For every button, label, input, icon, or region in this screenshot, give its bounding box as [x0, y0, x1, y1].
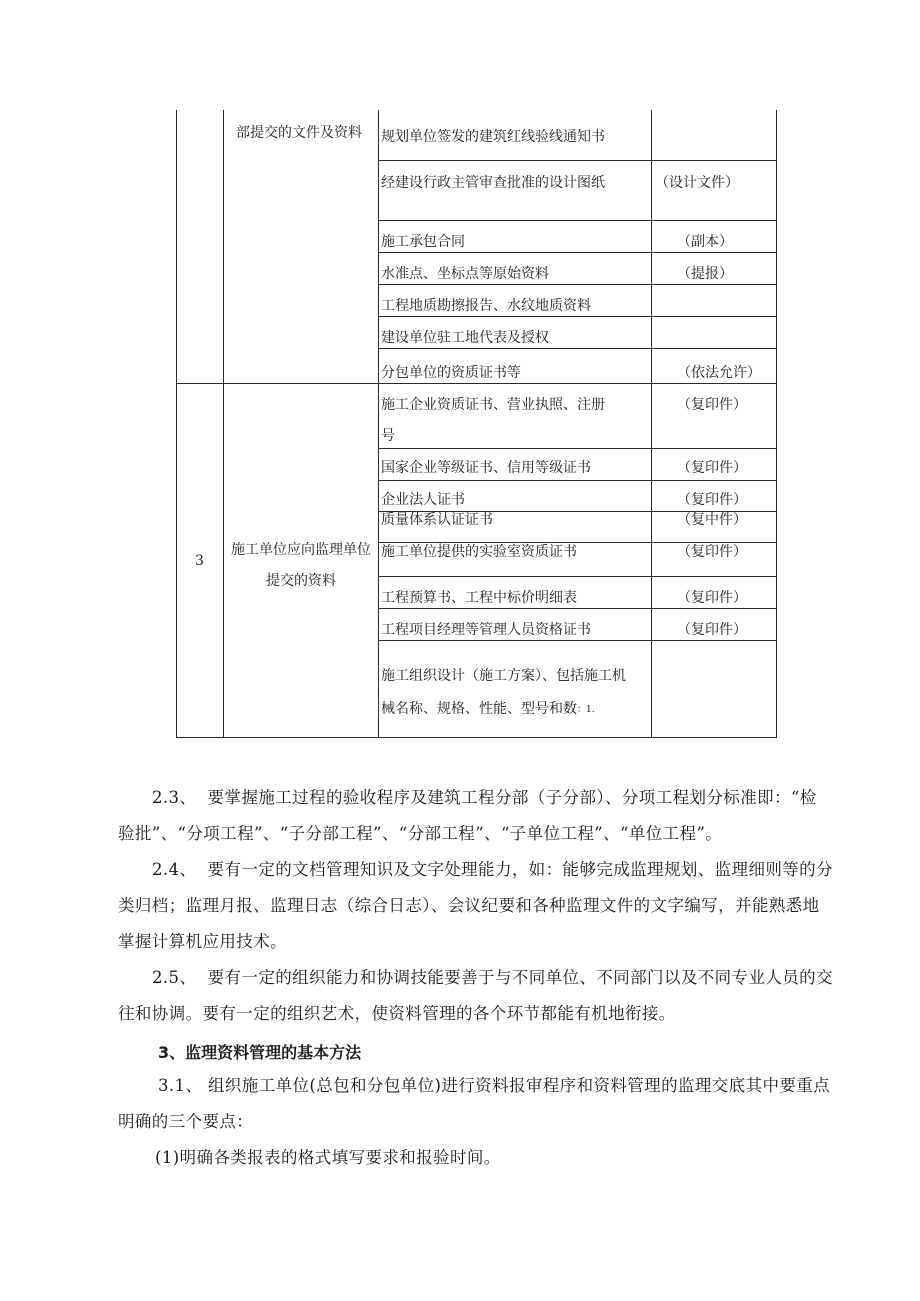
table-divider-item — [651, 110, 652, 738]
row-line — [378, 284, 777, 285]
table-row-note: （复印件） — [677, 622, 747, 638]
table-row-note: （复印件） — [677, 460, 747, 476]
table-row-note: （复中件） — [677, 512, 747, 528]
section-number: 2.5、 — [152, 968, 197, 987]
table-row-item: 国家企业等级证书、信用等级证书 — [381, 460, 591, 476]
table-row-item: 施工承包合同 — [381, 234, 465, 250]
list-item-1: (1)明确各类报表的格式填写要求和报验时间。 — [155, 1148, 501, 1167]
table-row-note: （依法允许） — [677, 365, 761, 381]
table-row-item: 经建设行政主管审查批准的设计图纸 — [381, 175, 605, 191]
paragraph-2-4-line3: 掌握计算机应用技术。 — [118, 932, 287, 951]
table-row-item: 建设单位驻工地代表及授权 — [381, 330, 549, 346]
row-line — [378, 252, 777, 253]
item-text: 械名称、规格、性能、型号和数 — [381, 701, 577, 717]
table-row-item: 分包单位的资质证书等 — [381, 365, 521, 381]
paragraph-2-5-line1 — [152, 963, 833, 993]
table-row-item: 工程地质勘擦报告、水纹地质资料 — [381, 298, 591, 314]
table-row-item: 水准点、坐标点等原始资料 — [381, 266, 549, 282]
row-line — [378, 348, 777, 349]
table-border-left — [176, 110, 177, 738]
paragraph-2-3-line1 — [152, 783, 817, 813]
paragraph-text: 要有一定的组织能力和协调技能要善于与不同单位、不同部门以及不同专业人员的交 — [207, 968, 833, 987]
table-row-note: （提报） — [677, 266, 733, 282]
table-row-item-cont: 号 — [381, 428, 395, 444]
section-number: 2.4、 — [152, 860, 197, 879]
section-number: 3.1、 — [158, 1076, 203, 1095]
table-divider-category — [378, 110, 379, 738]
table-row-item: 规划单位签发的建筑红线验线通知书 — [381, 129, 605, 145]
table-divider-number — [223, 110, 224, 738]
row-line — [378, 160, 777, 161]
row-line — [378, 220, 777, 221]
table-row-item: 质量体系认证证书 — [381, 512, 493, 528]
table-row-item: 企业法人证书 — [381, 492, 465, 508]
table-row-item: 工程项目经理等管理人员资格证书 — [381, 622, 591, 638]
row-line — [378, 316, 777, 317]
table-border-bottom — [176, 737, 777, 738]
paragraph-text: 要掌握施工过程的验收程序及建筑工程分部（子分部）、分项工程划分标准即：“检 — [207, 788, 817, 807]
table-row-item: 施工企业资质证书、营业执照、注册 — [381, 397, 605, 413]
paragraph-2-4-line1 — [152, 855, 833, 885]
row-line — [378, 608, 777, 609]
row-number: 3 — [195, 553, 204, 569]
table-row-item-cont — [381, 700, 595, 719]
paragraph-2-4-line2: 类归档；监理月报、监理日志（综合日志）、会议纪要和各种监理文件的文字编写，并能熟悉地 — [118, 896, 820, 915]
category-label-line1: 施工单位应向监理单位 — [231, 542, 371, 558]
table-row-item: 工程预算书、工程中标价明细表 — [381, 590, 577, 606]
table-row-note: （复印件） — [677, 590, 747, 606]
table-border-right — [776, 110, 777, 738]
paragraph-2-5-line2: 往和协调。要有一定的组织艺术，使资料管理的各个环节都能有机地衔接。 — [118, 1004, 676, 1023]
row-line — [378, 640, 777, 641]
category-label-line2: 提交的资料 — [266, 573, 336, 589]
paragraph-text: 组织施工单位(总包和分包单位)进行资料报审程序和资料管理的监理交底其中要重点 — [208, 1076, 831, 1095]
section-heading-3: 3、监理资料管理的基本方法 — [158, 1043, 362, 1062]
paragraph-2-3-line2: 验批”、“分项工程”、“子分部工程”、“分部工程”、“子单位工程”、“单位工程”。 — [118, 824, 723, 843]
row-line — [378, 576, 777, 577]
table-row-note: （复印件） — [677, 544, 747, 560]
table-row-item: 施工单位提供的实验室资质证书 — [381, 544, 577, 560]
group-separator — [176, 383, 777, 384]
category-label: 部提交的文件及资料 — [236, 125, 362, 141]
paragraph-3-1-line1 — [158, 1071, 830, 1101]
paragraph-text: 要有一定的文档管理知识及文字处理能力，如：能够完成监理规划、监理细则等的分 — [207, 860, 833, 879]
table-row-note: （复印件） — [677, 397, 747, 413]
section-number: 2.3、 — [152, 788, 197, 807]
item-tail: ：1. — [577, 705, 595, 715]
table-row-item: 施工组织设计（施工方案）、包括施工机 — [381, 668, 626, 684]
table-row-note: （复印件） — [677, 492, 747, 508]
row-line — [378, 448, 777, 449]
row-line — [378, 480, 777, 481]
table-row-note: （副本） — [677, 234, 733, 250]
paragraph-3-1-line2: 明确的三个要点： — [118, 1112, 254, 1131]
table-row-note: （设计文件） — [655, 175, 739, 191]
